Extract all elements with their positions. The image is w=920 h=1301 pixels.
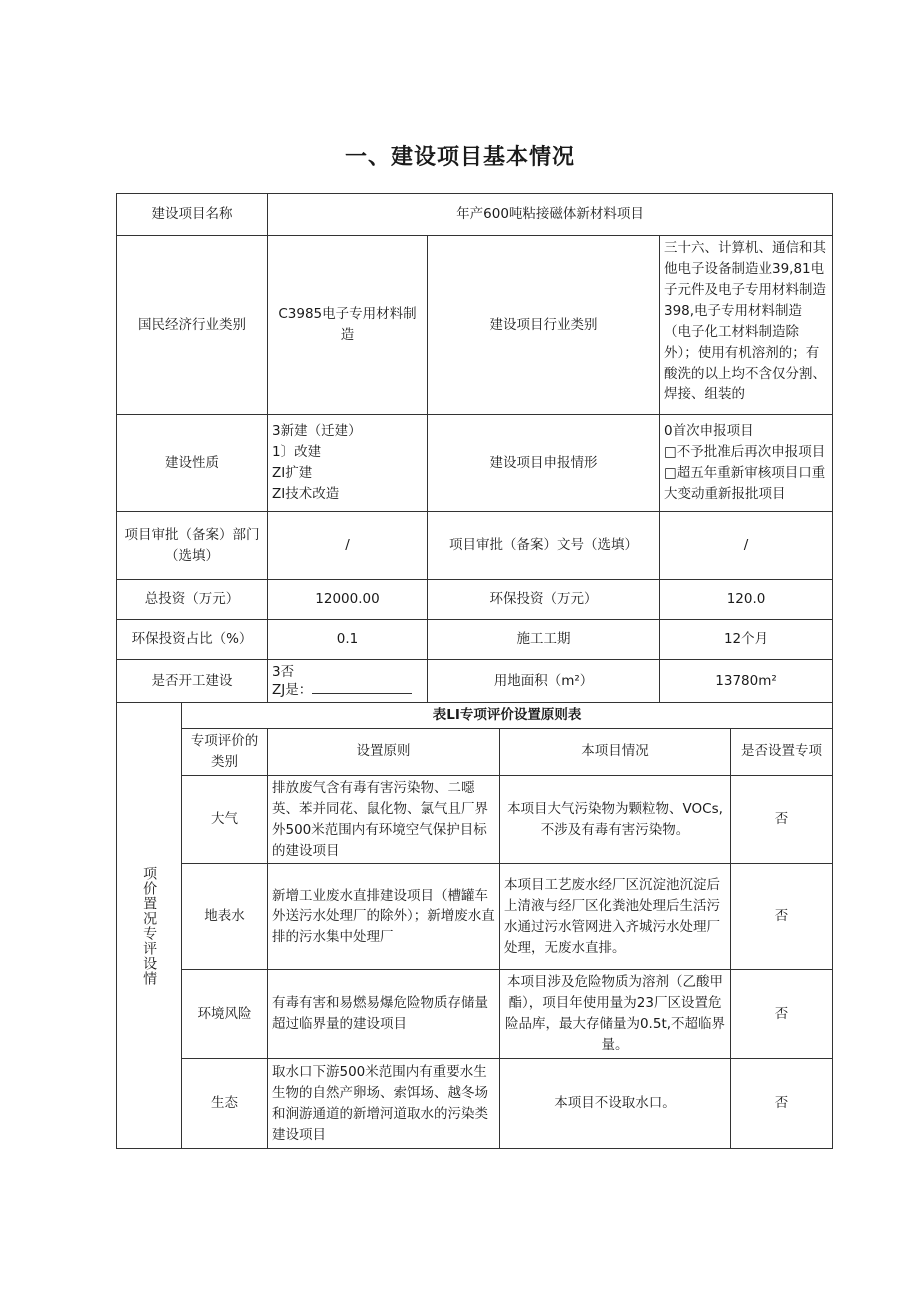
special-header-row [117, 728, 833, 775]
special-row-ecology [117, 1059, 833, 1149]
total-investment-value: 12000.00 [268, 580, 428, 620]
industry-value: C3985电子专用材料制造 [268, 236, 428, 415]
row-special-title [117, 703, 833, 729]
special-row-air [117, 775, 833, 864]
page-title: 一、建设项目基本情况 [344, 145, 575, 170]
started-blank-line [312, 681, 412, 694]
principle-env-risk: 有毒有害和易燃易爆危险物质存储量超过临界量的建设项目 [268, 970, 500, 1059]
special-table-title: 表LI专项评价设置原则表 [182, 703, 833, 729]
env-investment-value: 120.0 [660, 580, 833, 620]
env-ratio-label: 环保投资占比（%） [117, 620, 268, 660]
header-situation: 本项目情况 [500, 728, 731, 775]
principle-surface-water: 新增工业废水直排建设项目（槽罐车外送污水处理厂的除外）；新增废水直排的污水集中处理厂 [268, 864, 500, 970]
answer-env-risk: 否 [731, 970, 833, 1059]
category-env-risk: 环境风险 [182, 970, 268, 1059]
answer-air: 否 [731, 775, 833, 864]
total-investment-label: 总投资（万元） [117, 580, 268, 620]
approval-doc-value: / [660, 512, 833, 580]
approval-dept-value: / [268, 512, 428, 580]
approval-dept-label: 项目审批（备案）部门（选填） [117, 512, 268, 580]
special-row-env-risk [117, 970, 833, 1059]
started-options [268, 660, 428, 703]
land-area-label: 用地面积（m²） [428, 660, 660, 703]
row-ratio [117, 620, 833, 660]
answer-surface-water: 否 [731, 864, 833, 970]
principle-ecology: 取水口下游500米范围内有重要水生生物的自然产卵场、索饵场、越冬场和涧游通道的新增河道取水的污染类建设项目 [268, 1059, 500, 1149]
header-principle: 设置原则 [268, 728, 500, 775]
declaration-label: 建设项目申报情形 [428, 415, 660, 512]
declaration-options: 0首次申报项目 □不予批准后再次申报项目 □超五年重新审核项目口重大变动重新报批项目 [660, 415, 833, 512]
category-air: 大气 [182, 775, 268, 864]
header-answer: 是否设置专项 [731, 728, 833, 775]
special-side-cell [117, 703, 182, 1149]
header-category: 专项评价的类别 [182, 728, 268, 775]
project-name-value: 年产600吨粘接磁体新材料项目 [268, 194, 833, 236]
env-ratio-value: 0.1 [268, 620, 428, 660]
row-started [117, 660, 833, 703]
approval-doc-label: 项目审批（备案）文号（选填） [428, 512, 660, 580]
row-approval [117, 512, 833, 580]
row-investment [117, 580, 833, 620]
situation-env-risk: 本项目涉及危险物质为溶剂（乙酸甲酯），项目年使用量为23厂区设置危险品库，最大存储量为0.5t,不超临界量。 [500, 970, 731, 1059]
nature-label: 建设性质 [117, 415, 268, 512]
land-area-value: 13780m² [660, 660, 833, 703]
construction-period-label: 施工工期 [428, 620, 660, 660]
special-side-label: 项价置况专评设情 [141, 865, 158, 986]
industry-label: 国民经济行业类别 [117, 236, 268, 415]
env-investment-label: 环保投资（万元） [428, 580, 660, 620]
principle-air: 排放废气含有毒有害污染物、二噁英、苯并同花、鼠化物、氯气且厂界外500米范围内有环境空气保护目标的建设项目 [268, 775, 500, 864]
project-industry-label: 建设项目行业类别 [428, 236, 660, 415]
situation-surface-water: 本项目工艺废水经厂区沉淀池沉淀后上清液与经厂区化粪池处理后生活污水通过污水管网进入齐城污水处理厂处理，无废水直排。 [500, 864, 731, 970]
started-label: 是否开工建设 [117, 660, 268, 703]
project-name-label: 建设项目名称 [117, 194, 268, 236]
category-ecology: 生态 [182, 1059, 268, 1149]
row-industry [117, 236, 833, 415]
construction-period-value: 12个月 [660, 620, 833, 660]
row-nature [117, 415, 833, 512]
category-surface-water: 地表水 [182, 864, 268, 970]
nature-options: 3新建（迁建） 1〕改建 ZI扩建 ZI技术改造 [268, 415, 428, 512]
started-option-yes-label: ZJ是： [272, 682, 313, 698]
project-industry-value: 三十六、计算机、通信和其他电子设备制造业39,81电子元件及电子专用材料制造398,电子专用材料制造（电子化工材料制造除外）；使用有机溶剂的；有酸洗的以上均不含仅分割、焊接、组装的 [660, 236, 833, 415]
situation-air: 本项目大气污染物为颗粒物、VOCs,不涉及有毒有害污染物。 [500, 775, 731, 864]
started-option-yes [272, 681, 423, 699]
special-row-surface-water [117, 864, 833, 970]
project-info-table [116, 193, 833, 1149]
row-project-name [117, 194, 833, 236]
situation-ecology: 本项目不设取水口。 [500, 1059, 731, 1149]
started-option-no: 3否 [272, 663, 295, 680]
answer-ecology: 否 [731, 1059, 833, 1149]
